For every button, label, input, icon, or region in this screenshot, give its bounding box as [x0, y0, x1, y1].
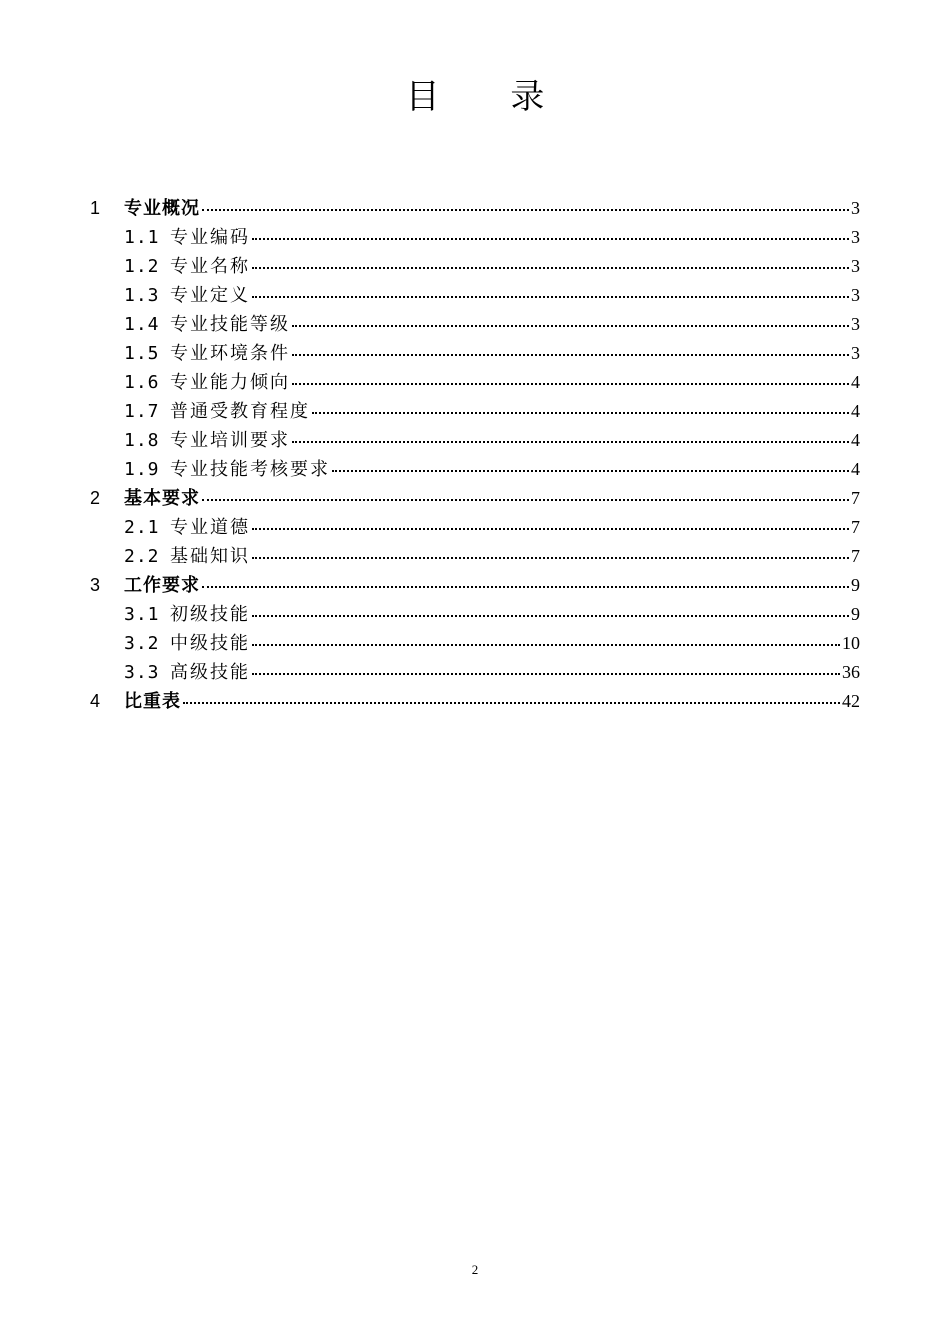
toc-entry-label: 高级技能: [170, 662, 250, 683]
toc-entry-page: 4: [851, 459, 860, 479]
toc-entry-number: 1: [90, 198, 101, 218]
toc-entry-number: 1.2: [124, 256, 160, 277]
toc-entry-label: 专业概况: [124, 198, 200, 219]
toc-entry-label: 专业能力倾向: [170, 372, 290, 393]
toc-entry-1-2[interactable]: [90, 252, 860, 281]
toc-entry-1-9[interactable]: [90, 455, 860, 484]
toc-entry-2-2[interactable]: [90, 542, 860, 571]
toc-entry-page: 7: [851, 546, 860, 566]
toc-entry-page: 9: [851, 575, 860, 595]
toc-leader-dots: [292, 440, 849, 443]
toc-entry-label: 专业技能等级: [170, 314, 290, 335]
toc-entry-number: 2.2: [124, 546, 160, 567]
toc-leader-dots: [332, 469, 849, 472]
toc-entry-2-1[interactable]: [90, 513, 860, 542]
toc-leader-dots: [252, 237, 849, 240]
toc-leader-dots: [202, 585, 849, 588]
toc-entry-number: 1.1: [124, 227, 160, 248]
toc-entry-number: 2.1: [124, 517, 160, 538]
toc-entry-label: 专业技能考核要求: [170, 459, 330, 480]
table-of-contents: [90, 194, 860, 716]
toc-entry-page: 3: [851, 227, 860, 247]
toc-leader-dots: [252, 527, 849, 530]
toc-leader-dots: [252, 614, 849, 617]
toc-entry-label: 基础知识: [170, 546, 250, 567]
toc-entry-number: 1.6: [124, 372, 160, 393]
toc-entry-page: 3: [851, 343, 860, 363]
toc-leader-dots: [252, 643, 840, 646]
toc-entry-page: 7: [851, 517, 860, 537]
toc-entry-label: 比重表: [124, 691, 181, 712]
toc-leader-dots: [183, 701, 840, 704]
toc-entry-1-4[interactable]: [90, 310, 860, 339]
toc-leader-dots: [292, 353, 849, 356]
toc-entry-number: 3.1: [124, 604, 160, 625]
toc-entry-label: 专业道德: [170, 517, 250, 538]
toc-entry-page: 10: [842, 633, 860, 653]
toc-entry-3[interactable]: [90, 571, 860, 600]
toc-entry-number: 1.7: [124, 401, 160, 422]
toc-entry-number: 2: [90, 488, 101, 508]
toc-leader-dots: [202, 498, 849, 501]
toc-entry-number: 1.3: [124, 285, 160, 306]
toc-entry-1-8[interactable]: [90, 426, 860, 455]
toc-entry-4[interactable]: [90, 687, 860, 716]
toc-entry-number: 1.5: [124, 343, 160, 364]
toc-leader-dots: [312, 411, 849, 414]
toc-leader-dots: [252, 266, 849, 269]
toc-entry-page: 4: [851, 401, 860, 421]
toc-entry-page: 4: [851, 372, 860, 392]
toc-leader-dots: [252, 556, 849, 559]
toc-entry-page: 3: [851, 256, 860, 276]
toc-entry-number: 3.2: [124, 633, 160, 654]
toc-entry-label: 专业编码: [170, 227, 250, 248]
toc-entry-3-2[interactable]: [90, 629, 860, 658]
toc-entry-page: 3: [851, 285, 860, 305]
toc-entry-1-3[interactable]: [90, 281, 860, 310]
toc-entry-page: 42: [842, 691, 860, 711]
toc-entry-label: 专业环境条件: [170, 343, 290, 364]
toc-entry-1-1[interactable]: [90, 223, 860, 252]
toc-entry-1[interactable]: [90, 194, 860, 223]
toc-entry-number: 1.9: [124, 459, 160, 480]
toc-entry-label: 专业定义: [170, 285, 250, 306]
toc-entry-number: 1.8: [124, 430, 160, 451]
toc-entry-3-3[interactable]: [90, 658, 860, 687]
page-title: 目 录: [405, 77, 575, 117]
toc-entry-number: 3: [90, 575, 101, 595]
toc-entry-1-7[interactable]: [90, 397, 860, 426]
toc-leader-dots: [292, 382, 849, 385]
toc-entry-number: 3.3: [124, 662, 160, 683]
toc-entry-page: 4: [851, 430, 860, 450]
toc-entry-2[interactable]: [90, 484, 860, 513]
toc-leader-dots: [252, 295, 849, 298]
toc-entry-label: 专业培训要求: [170, 430, 290, 451]
toc-entry-label: 中级技能: [170, 633, 250, 654]
toc-entry-3-1[interactable]: [90, 600, 860, 629]
toc-entry-page: 36: [842, 662, 860, 682]
toc-leader-dots: [252, 672, 840, 675]
toc-entry-label: 普通受教育程度: [170, 401, 310, 422]
toc-entry-page: 3: [851, 314, 860, 334]
toc-entry-number: 1.4: [124, 314, 160, 335]
toc-leader-dots: [202, 208, 849, 211]
toc-entry-page: 3: [851, 198, 860, 218]
toc-entry-page: 9: [851, 604, 860, 624]
toc-entry-1-6[interactable]: [90, 368, 860, 397]
toc-entry-number: 4: [90, 691, 101, 711]
toc-entry-label: 工作要求: [124, 575, 200, 596]
toc-entry-label: 基本要求: [124, 488, 200, 509]
toc-entry-1-5[interactable]: [90, 339, 860, 368]
toc-entry-label: 初级技能: [170, 604, 250, 625]
toc-entry-page: 7: [851, 488, 860, 508]
toc-leader-dots: [292, 324, 849, 327]
page-number: 2: [471, 1262, 479, 1277]
toc-entry-label: 专业名称: [170, 256, 250, 277]
